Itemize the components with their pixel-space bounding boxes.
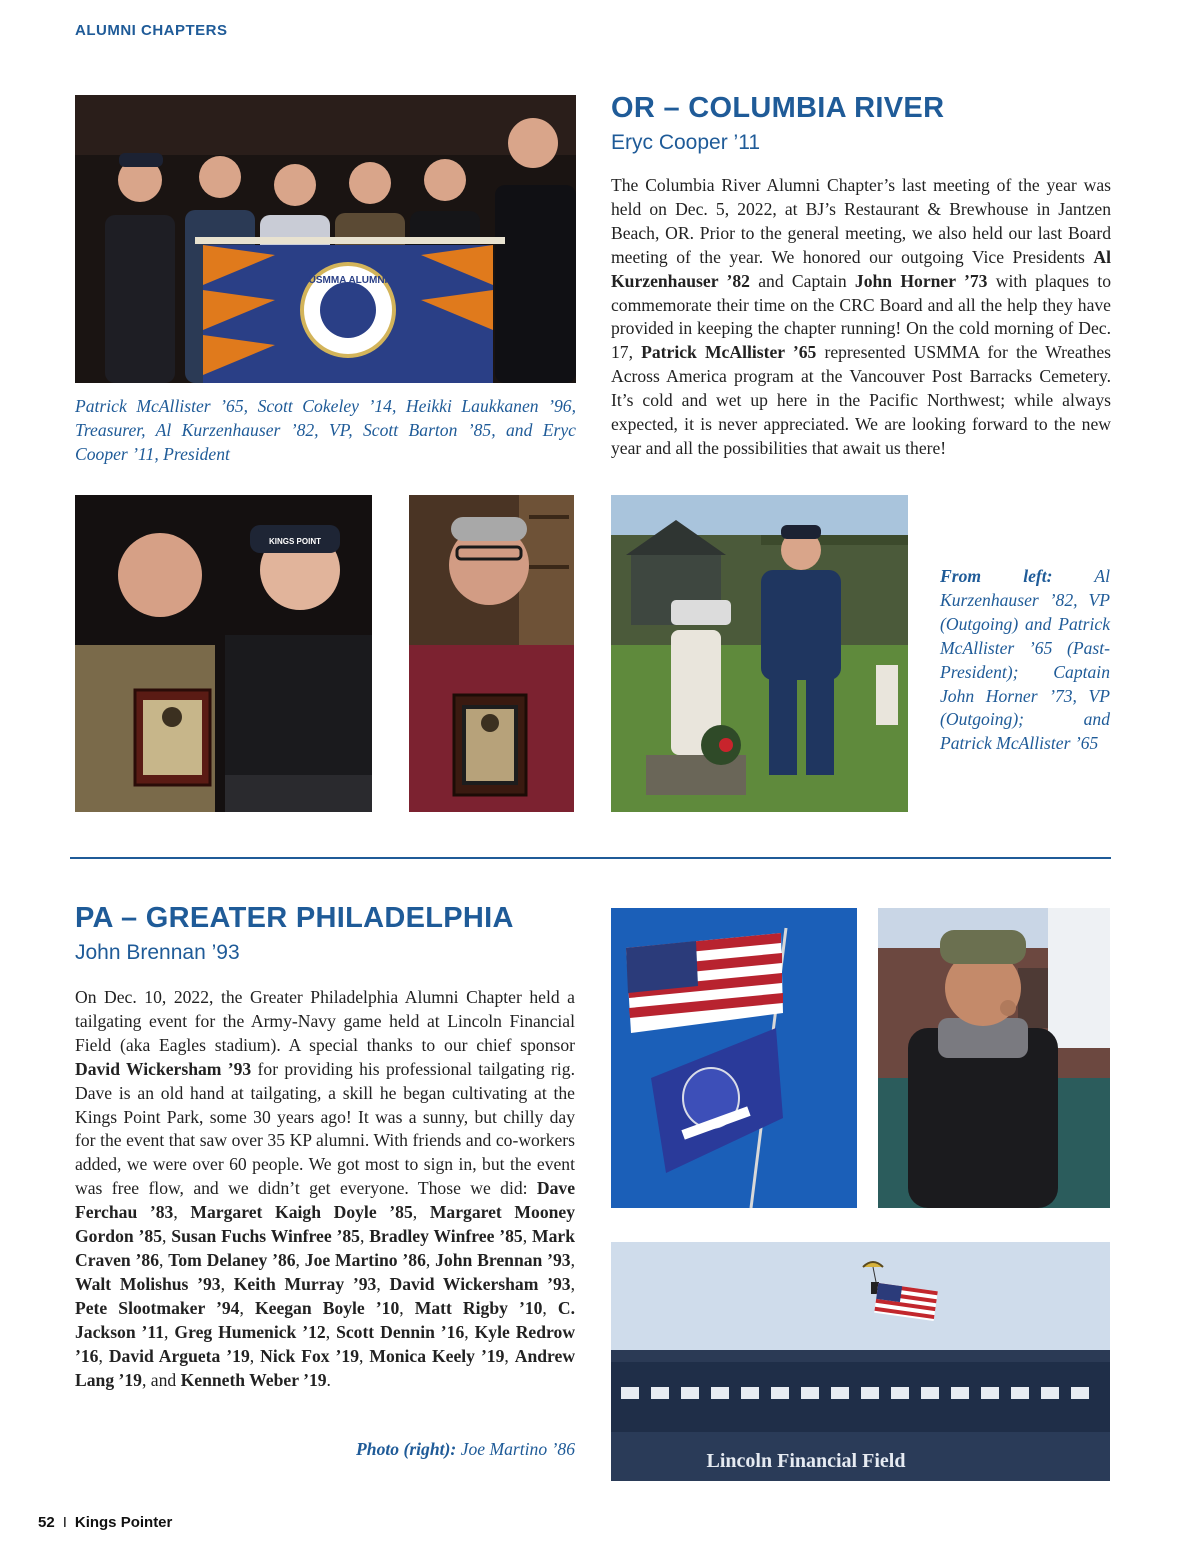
pa-bold-name: Margaret Mooney Gordon ’85: [75, 1202, 576, 1247]
cemetery-photo-caption: [940, 565, 1110, 756]
pa-bold-name: Susan Fuchs Winfree ’85: [171, 1226, 360, 1247]
publication-name: Kings Pointer: [74, 1514, 173, 1531]
pa-article-title: PA – GREATER PHILADELPHIA: [75, 902, 514, 934]
pa-text-run: ,: [570, 1249, 576, 1270]
pa-bold-name: Keith Murray ’93: [233, 1273, 377, 1294]
pa-text-run: ,: [570, 1273, 575, 1294]
pa-bold-name: Bradley Winfree ’85: [369, 1226, 523, 1247]
pa-text-run: On Dec. 10, 2022, the Greater Philadelphia Alumni Chapter held a tailgating event for the Army-Navy game held at Lincoln Financial Field (aka Eagles stadium). A special thanks to our chief sponsor: [75, 987, 575, 1055]
pa-bold-name: David Argueta ’19: [108, 1345, 250, 1366]
section-divider: [70, 857, 1111, 859]
pa-bold-name: Nick Fox ’19: [260, 1345, 359, 1366]
pa-text-run: ,: [412, 1202, 430, 1223]
pa-bold-name: Monica Keely ’19: [369, 1345, 505, 1366]
pa-article-body: [75, 986, 575, 1392]
caption-text: Al Kurzenhauser ’82, VP (Outgoing) and Patrick McAllister ’65 (Past-President); Captain John Horner ’73, VP (Outgoing); and Patrick McAllister ’65: [940, 566, 1110, 754]
pa-bold-name: C. Jackson ’11: [75, 1297, 575, 1342]
cemetery-wreath-photo: [611, 495, 908, 812]
pa-text-run: ,: [173, 1202, 191, 1223]
pa-text-run: ,: [239, 1297, 255, 1318]
or-text-run: The Columbia River Alumni Chapter’s last meeting of the year was held on Dec. 5, 2022, at BJ’s Restaurant & Brewhouse in Jantzen Beach, OR. Prior to the general meeting, we also held our last Board meeting of the year. We honored our outgoing Vice Presidents: [611, 175, 1111, 267]
pa-text-run: ,: [522, 1226, 533, 1247]
pa-text-run: ,: [162, 1226, 172, 1247]
flag-emblem-text: USMMA ALUMNI: [308, 275, 388, 286]
pa-text-run: for providing his professional tailgating rig. Dave is an old hand at tailgating, a skill he began cultivating at the Kings Point Park, some 30 years ago! It was a sunny, but chilly day for the event that saw over 35 KP alumni. With friends and co-workers added, we were over 60 people. We got most to sign in, but the event was free flow, and we didn’t get everyone. Those we did:: [75, 1058, 575, 1199]
or-bold-name: Al Kurzenhauser ’82: [611, 246, 1111, 291]
or-bold-name: John Horner ’73: [854, 270, 988, 291]
page-number: 52: [38, 1514, 55, 1531]
group-photo-caption: Patrick McAllister ’65, Scott Cokeley ’14, Heikki Laukkanen ’96, Treasurer, Al Kurzenhauser ’82, VP, Scott Barton ’85, and Eryc Cooper ’11, President: [75, 396, 576, 464]
pa-text-run: ,: [399, 1297, 415, 1318]
caption-label: From left:: [940, 566, 1053, 586]
page-footer: [38, 1514, 172, 1531]
pa-bold-name: Kenneth Weber ’19: [180, 1369, 327, 1390]
or-article-author: Eryc Cooper ’11: [611, 131, 761, 154]
pa-text-run: , and: [141, 1369, 181, 1390]
pa-bold-name: John Brennan ’93: [435, 1249, 571, 1270]
pa-bold-name: Scott Dennin ’16: [336, 1321, 465, 1342]
pa-bold-name: Margaret Kaigh Doyle ’85: [190, 1202, 413, 1223]
pa-text-run: ,: [504, 1345, 515, 1366]
tailgate-man-photo: [878, 908, 1110, 1208]
pa-text-run: .: [326, 1369, 331, 1390]
section-kicker: ALUMNI CHAPTERS: [75, 22, 228, 39]
pa-bold-name: Greg Humenick ’12: [174, 1321, 326, 1342]
stadium-parachute-photo: [611, 1242, 1110, 1481]
pa-bold-name: Andrew Lang ’19: [75, 1345, 576, 1390]
photo-credit: [75, 1438, 575, 1462]
pa-bold-name: Kyle Redrow ’16: [75, 1321, 576, 1366]
stadium-sign: Lincoln Financial Field: [706, 1450, 906, 1472]
pa-bold-name: Walt Molishus ’93: [75, 1273, 221, 1294]
pa-text-run: ,: [464, 1321, 475, 1342]
pa-bold-name: Mark Craven ’86: [75, 1226, 576, 1270]
or-bold-name: Patrick McAllister ’65: [641, 342, 817, 363]
pa-text-run: ,: [376, 1273, 390, 1294]
or-article-title: OR – COLUMBIA RIVER: [611, 92, 945, 124]
footer-separator: I: [62, 1514, 67, 1531]
cap-text: KINGS POINT: [268, 537, 322, 546]
or-text-run: with plaques to commemorate their time on the CRC Board and all the help they have provided in keeping the chapter running! On the cold morning of Dec. 17,: [611, 270, 1112, 363]
pa-bold-name: Dave Ferchau ’83: [75, 1178, 575, 1223]
pa-bold-name: Pete Slootmaker ’94: [75, 1297, 240, 1318]
pa-bold-name: Tom Delaney ’86: [168, 1249, 296, 1270]
group-photo-with-flag: [75, 95, 576, 383]
pa-bold-name: David Wickersham ’93: [389, 1273, 571, 1294]
pa-bold-name: Joe Martino ’86: [304, 1249, 426, 1270]
photo-credit-name: Joe Martino ’86: [460, 1439, 575, 1459]
pa-text-run: ,: [542, 1297, 558, 1318]
or-text-run: and Captain: [749, 270, 855, 291]
pa-bold-name: David Wickersham ’93: [75, 1058, 252, 1079]
pa-text-run: ,: [164, 1321, 175, 1342]
pa-article-author: John Brennan ’93: [75, 941, 240, 964]
pa-text-run: ,: [249, 1345, 261, 1366]
plaque-photo-two-men: [75, 495, 372, 812]
pa-text-run: ,: [359, 1345, 370, 1366]
pa-text-run: ,: [220, 1273, 234, 1294]
pa-text-run: ,: [295, 1249, 305, 1270]
photo-credit-label: Photo (right):: [356, 1439, 457, 1459]
pa-text-run: ,: [98, 1345, 109, 1366]
flags-photo: [611, 908, 857, 1208]
pa-text-run: ,: [325, 1321, 337, 1342]
pa-text-run: ,: [359, 1226, 370, 1247]
pa-bold-name: Keegan Boyle ’10: [254, 1297, 400, 1318]
pa-text-run: ,: [159, 1249, 169, 1270]
or-article-body: [611, 174, 1111, 461]
plaque-photo-man-red-sweater: [409, 495, 574, 812]
or-text-run: represented USMMA for the Wreathes Across America program at the Vancouver Post Barracks Cemetery. It’s cold and wet up here in the Pacific Northwest; while always expected, it is never appreciated. We are looking forward to the new year and all the possibilities that await us there!: [611, 342, 1111, 458]
pa-bold-name: Matt Rigby ’10: [414, 1297, 543, 1318]
pa-text-run: ,: [425, 1249, 436, 1270]
